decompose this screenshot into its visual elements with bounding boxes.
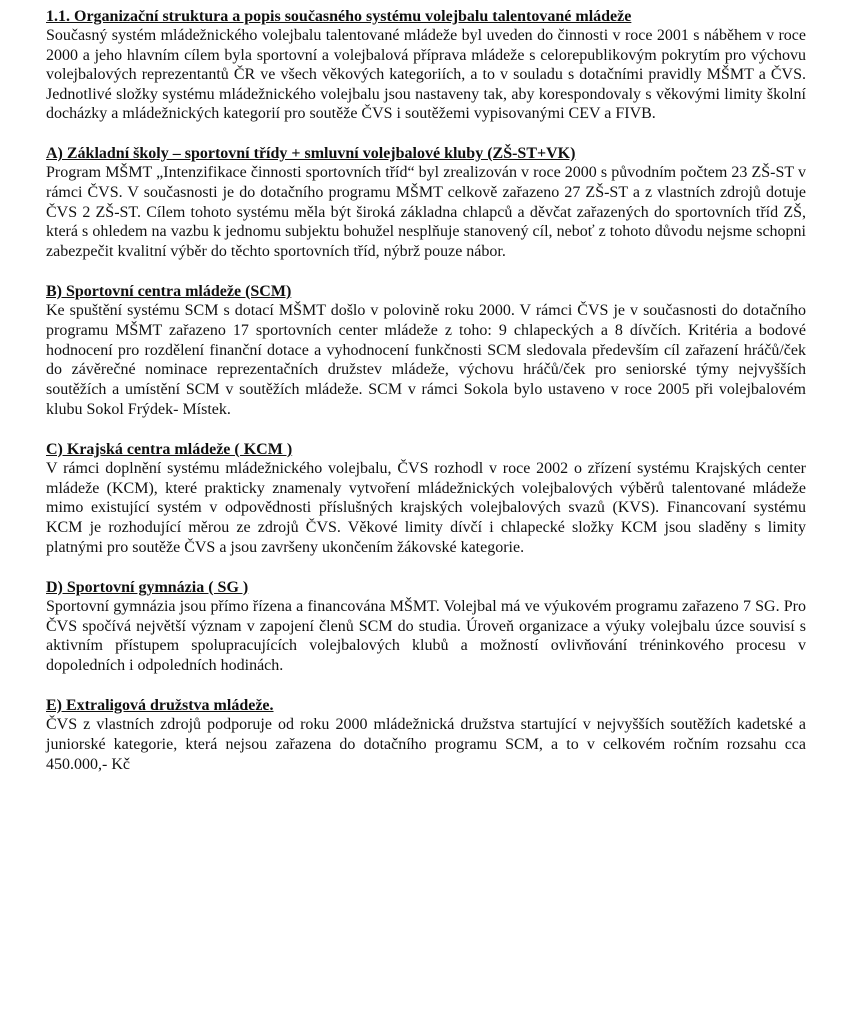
section-heading: E) Extraligová družstva mládeže. <box>46 696 274 714</box>
section-paragraph: Ke spuštění systému SCM s dotací MŠMT došlo v polovině roku 2000. V rámci ČVS je v současnosti do dotačního programu MŠMT zařazeno 17 sportovních center mládeže z toho: 9 chlapeckých a 8 dívčích. Kritéria a bodové hodnocení pro rozdělení finanční dotace a vyhodnocení funkčnosti SCM sledovala především cíl zařazení hráčů/ček do závěrečné nominace reprezentačních družstev mládeže, výchovu hráčů/ček pro seniorské týmy nejvyšších soutěžích a umístění SCM v soutěžích mládeže. SCM v rámci Sokola bylo ustaveno v roce 2005 při volejbalovém klubu Sokol Frýdek- Místek. <box>46 301 806 418</box>
section-extraliga-teams <box>46 697 806 774</box>
section-paragraph: Sportovní gymnázia jsou přímo řízena a financována MŠMT. Volejbal má ve výukovém programu zařazeno 7 SG. Pro ČVS spočívá největší význam v zapojení členů SCM do studia. Úroveň organizace a výuky volejbalu úzce souvisí s aktivním přístupem spolupracujících volejbalových klubů a možností ovlivňování tréninkového procesu v dopoledních i odpoledních hodinách. <box>46 597 806 675</box>
section-basic-schools <box>46 145 806 262</box>
document-page <box>46 8 806 795</box>
section-heading: 1.1. Organizační struktura a popis současného systému volejbalu talentované mládeže <box>46 8 632 25</box>
section-paragraph: Současný systém mládežnického volejbalu talentované mládeže byl uveden do činnosti v roce 2001 s náběhem v roce 2000 a jeho hlavním cílem byla sportovní a volejbalová příprava mládeže s celorepublikovým pokrytím pro výchovu volejbalových reprezentantů ČR ve všech věkových kategoriích, a to v souladu s dotačními pravidly MŠMT a ČVS. Jednotlivé složky systému mládežnického volejbalu jsou nastaveny tak, aby korespondovaly s věkovými limity školní docházky a mládežnických kategorií pro soutěže ČVS i soutěžemi vypisovanými CEV a FIVB. <box>46 27 806 123</box>
section-kcm <box>46 441 806 558</box>
section-paragraph: ČVS z vlastních zdrojů podporuje od roku 2000 mládežnická družstva startující v nejvyšších soutěžích kadetské a juniorské kategorie, která nejsou zařazena do dotačního programu SCM, a to v celkovém ročním rozsahu cca 450.000,- Kč <box>46 715 806 773</box>
section-heading: D) Sportovní gymnázia ( SG ) <box>46 578 249 596</box>
section-heading: A) Základní školy – sportovní třídy + smluvní volejbalové kluby (ZŠ-ST+VK) <box>46 144 576 162</box>
section-organizational-structure <box>46 8 806 124</box>
section-paragraph: V rámci doplnění systému mládežnického volejbalu, ČVS rozhodl v roce 2002 o zřízení systému Krajských center mládeže (KCM), které prakticky znamenaly vytvoření mládežnických volejbalových výběrů talentované mládeže mimo existující systém v odpovědnosti příslušných krajských volejbalových svazů (KVS). Financovaní systému KCM je rozhodující měrou ze zdrojů ČVS. Věkové limity dívčí i chlapecké složky KCM jsou sladěny s limity platnými pro soutěže ČVS a jsou završeny ukončením žákovské kategorie. <box>46 459 806 556</box>
section-paragraph: Program MŠMT „Intenzifikace činnosti sportovních tříd“ byl zrealizován v roce 2000 s původním počtem 23 ZŠ-ST v rámci ČVS. V současnosti je do dotačního programu MŠMT celkově zařazeno 27 ZŠ-ST a z vlastních zdrojů dotuje ČVS 2 ZŠ-ST. Cílem tohoto systému měla být široká základna chlapců a děvčat zařazených do sportovních tříd ZŠ, která s ohledem na vazbu k jednomu subjektu bohužel nesplňuje stanovený cíl, neboť z tohoto důvodu nejsme schopni zabezpečit kvalitní výběr do těchto sportovních tříd, nýbrž pouze nábor. <box>46 163 806 261</box>
section-sport-gymnasiums <box>46 579 806 676</box>
section-scm <box>46 283 806 420</box>
section-heading: B) Sportovní centra mládeže (SCM) <box>46 282 292 300</box>
section-heading: C) Krajská centra mládeže ( KCM ) <box>46 440 293 458</box>
